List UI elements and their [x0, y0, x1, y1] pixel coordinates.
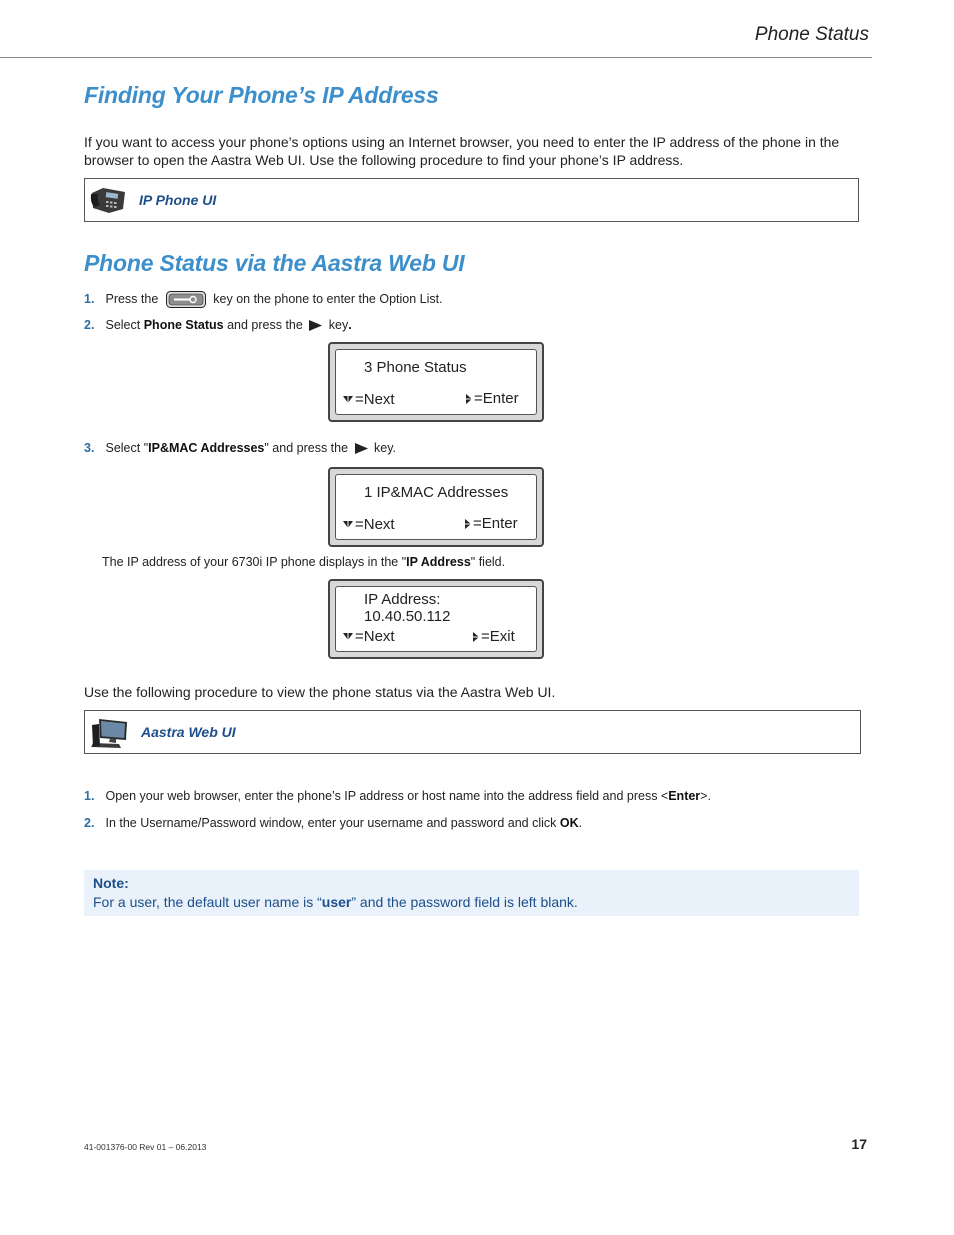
right-arrow-icon	[472, 631, 480, 643]
ip-address-note: The IP address of your 6730i IP phone displays in the "IP Address" field.	[102, 555, 506, 569]
step-1: 1. Press the key on the phone to enter the Option List.	[84, 291, 443, 308]
lcd-screen-phone-status	[328, 342, 544, 422]
section-title-find-ip: Finding Your Phone’s IP Address	[84, 82, 439, 108]
note-title: Note:	[93, 875, 129, 891]
options-key-icon	[166, 291, 206, 308]
right-arrow-icon	[464, 518, 472, 530]
note-box	[84, 870, 859, 916]
intro-line-2: browser to open the Aastra Web UI. Use the following procedure to find your phone’s IP address.	[84, 152, 684, 168]
right-arrow-icon	[465, 393, 473, 405]
lcd-softkey-next: =Next	[342, 516, 395, 533]
web-ui-intro: Use the following procedure to view the phone status via the Aastra Web UI.	[84, 684, 556, 700]
ip-phone-ui-box	[84, 178, 859, 222]
page-number: 17	[851, 1136, 867, 1152]
footer-doc-id: 41-001376-00 Rev 01 – 06.2013	[84, 1142, 207, 1152]
desk-phone-icon	[89, 185, 127, 220]
header-rule	[0, 57, 872, 58]
aastra-web-ui-label: Aastra Web UI	[141, 724, 236, 740]
right-arrow-key-icon	[309, 320, 322, 331]
lcd-softkey-next: =Next	[342, 391, 395, 408]
lcd-line-2: 10.40.50.112	[364, 608, 451, 625]
intro-paragraph	[84, 133, 874, 169]
running-header: Phone Status	[754, 24, 869, 45]
section-title-phone-status: Phone Status via the Aastra Web UI	[84, 250, 465, 276]
lcd-screen-ip-mac	[328, 467, 544, 547]
ip-phone-ui-label: IP Phone UI	[139, 192, 217, 208]
note-body: For a user, the default user name is “user” and the password field is left blank.	[93, 894, 578, 910]
down-arrow-icon	[342, 395, 354, 405]
lcd-line-1: 3 Phone Status	[364, 359, 467, 376]
intro-line-1: If you want to access your phone’s options using an Internet browser, you need to enter the IP address of the phone in the	[84, 134, 840, 150]
right-arrow-key-icon	[355, 443, 368, 454]
aastra-web-ui-box	[84, 710, 861, 754]
lcd-softkey-next: =Next	[342, 628, 395, 645]
lcd-softkey-enter: =Enter	[465, 390, 519, 407]
step-2: 2. Select Phone Status and press the key.	[84, 318, 352, 332]
computer-icon	[89, 716, 131, 755]
web-step-2: 2. In the Username/Password window, enter your username and password and click OK.	[84, 816, 583, 830]
lcd-line-1: 1 IP&MAC Addresses	[364, 484, 509, 501]
down-arrow-icon	[342, 632, 354, 642]
lcd-line-1: IP Address:	[364, 591, 441, 608]
step-3: 3. Select "IP&MAC Addresses" and press the key.	[84, 441, 397, 455]
down-arrow-icon	[342, 520, 354, 530]
lcd-softkey-exit: =Exit	[472, 628, 515, 645]
web-step-1: 1. Open your web browser, enter the phone’s IP address or host name into the address field and press <Enter>.	[84, 789, 711, 803]
lcd-screen-ip-address	[328, 579, 544, 659]
lcd-softkey-enter: =Enter	[464, 515, 518, 532]
